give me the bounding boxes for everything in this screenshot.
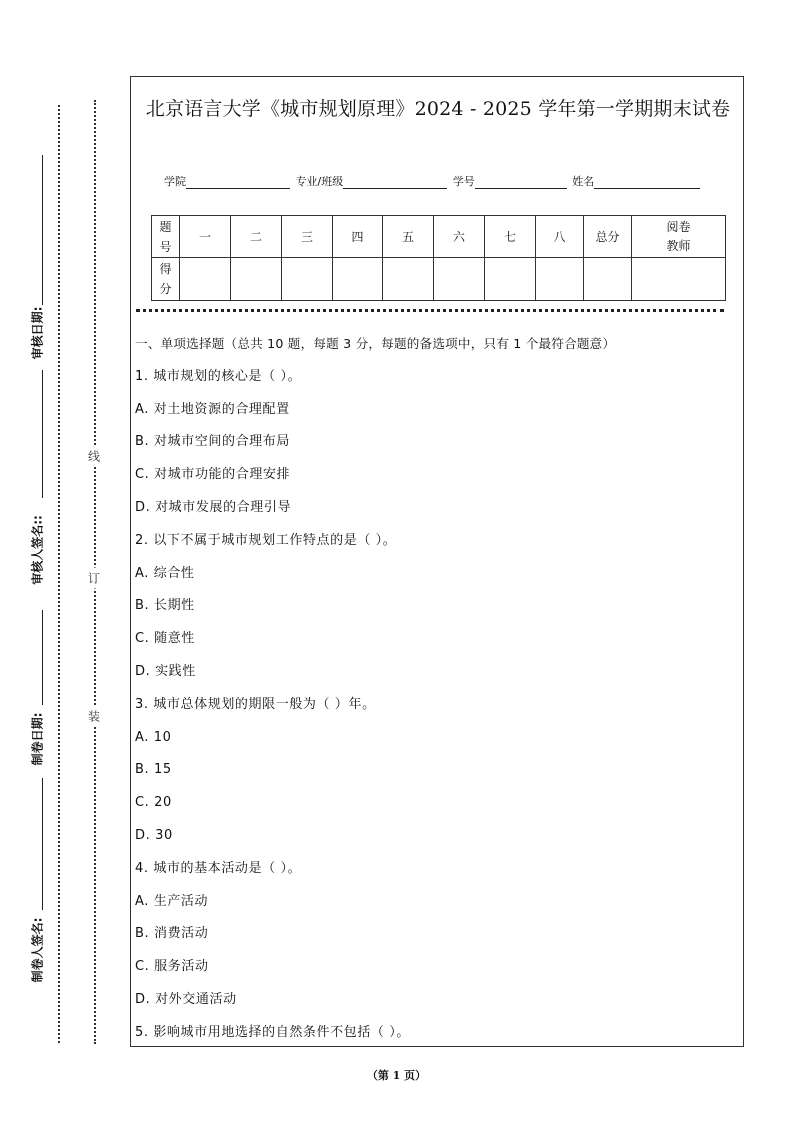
sign-line-maker-date (42, 610, 43, 705)
question-stem: 1. 城市规划的核心是（ ）。 (135, 368, 302, 384)
score-cell[interactable] (333, 258, 383, 301)
total-score-header: 总分 (584, 216, 632, 258)
outer-cut-line (58, 105, 60, 1043)
major-class-field[interactable] (343, 176, 447, 189)
exam-title: 北京语言大学《城市规划原理》2024 - 2025 学年第一学期期末试卷 (145, 98, 731, 120)
school-label: 学院 (164, 175, 186, 188)
score-cell[interactable] (231, 258, 282, 301)
answer-option: C. 对城市功能的合理安排 (135, 467, 291, 483)
dotted-separator (136, 309, 724, 312)
answer-option: B. 消费活动 (135, 926, 209, 942)
reviewer-signature-label: 审核人签名:: (30, 515, 45, 585)
score-row-header: 得分 (152, 258, 180, 301)
score-col-header: 四 (333, 216, 383, 258)
score-cell[interactable] (536, 258, 584, 301)
score-col-header: 七 (485, 216, 536, 258)
sign-line-maker-sign (42, 778, 43, 910)
answer-option: B. 长期性 (135, 598, 195, 614)
binding-mark-xian: 线 (88, 446, 100, 467)
score-col-header: 一 (180, 216, 231, 258)
score-cell[interactable] (434, 258, 485, 301)
score-table (151, 215, 726, 301)
answer-option: D. 30 (135, 827, 173, 843)
score-cell[interactable] (485, 258, 536, 301)
score-cell[interactable] (180, 258, 231, 301)
student-id-field[interactable] (475, 176, 567, 189)
answer-option: A. 对土地资源的合理配置 (135, 401, 290, 417)
school-field[interactable] (186, 176, 290, 189)
grader-header: 阅卷教师 (632, 216, 726, 258)
grader-cell[interactable] (632, 258, 726, 301)
section-heading: 一、单项选择题（总共 10 题，每题 3 分，每题的备选项中，只有 1 个最符合题意） (135, 336, 616, 351)
answer-option: A. 10 (135, 729, 172, 745)
reviewer-date-label: 审核日期: (30, 306, 45, 360)
score-cell[interactable] (383, 258, 434, 301)
total-score-cell[interactable] (584, 258, 632, 301)
maker-date-label: 制卷日期: (30, 712, 45, 766)
question-stem: 3. 城市总体规划的期限一般为（ ）年。 (135, 696, 376, 712)
question-stem: 4. 城市的基本活动是（ ）。 (135, 860, 302, 876)
student-info-row (164, 173, 724, 189)
question-stem: 2. 以下不属于城市规划工作特点的是（ ）。 (135, 532, 397, 548)
score-col-header: 五 (383, 216, 434, 258)
score-col-header: 三 (282, 216, 333, 258)
question-number-header: 题号 (152, 216, 180, 258)
sign-line-reviewer-date (42, 155, 43, 305)
student-id-label: 学号 (452, 175, 475, 188)
sign-line-reviewer-sign (42, 370, 43, 498)
maker-signature-label: 制卷人签名: (30, 917, 45, 983)
answer-option: A. 生产活动 (135, 893, 209, 909)
answer-option: B. 对城市空间的合理布局 (135, 434, 290, 450)
answer-option: A. 综合性 (135, 565, 195, 581)
answer-option: B. 15 (135, 762, 172, 778)
answer-option: C. 服务活动 (135, 959, 209, 975)
binding-mark-zhuang: 装 (88, 706, 100, 727)
major-class-label: 专业/班级 (295, 175, 344, 188)
name-label: 姓名 (572, 175, 595, 188)
answer-option: C. 20 (135, 795, 172, 811)
name-field[interactable] (594, 176, 700, 189)
answer-option: D. 对外交通活动 (135, 991, 237, 1007)
answer-option: D. 实践性 (135, 663, 196, 679)
binding-mark-ding: 订 (88, 568, 100, 589)
score-col-header: 二 (231, 216, 282, 258)
question-stem: 5. 影响城市用地选择的自然条件不包括（ ）。 (135, 1024, 410, 1040)
score-col-header: 八 (536, 216, 584, 258)
score-cell[interactable] (282, 258, 333, 301)
score-col-header: 六 (434, 216, 485, 258)
page-number: （第 1 页） (366, 1069, 427, 1082)
exam-content (135, 328, 741, 1050)
answer-option: C. 随意性 (135, 631, 195, 647)
answer-option: D. 对城市发展的合理引导 (135, 499, 292, 515)
